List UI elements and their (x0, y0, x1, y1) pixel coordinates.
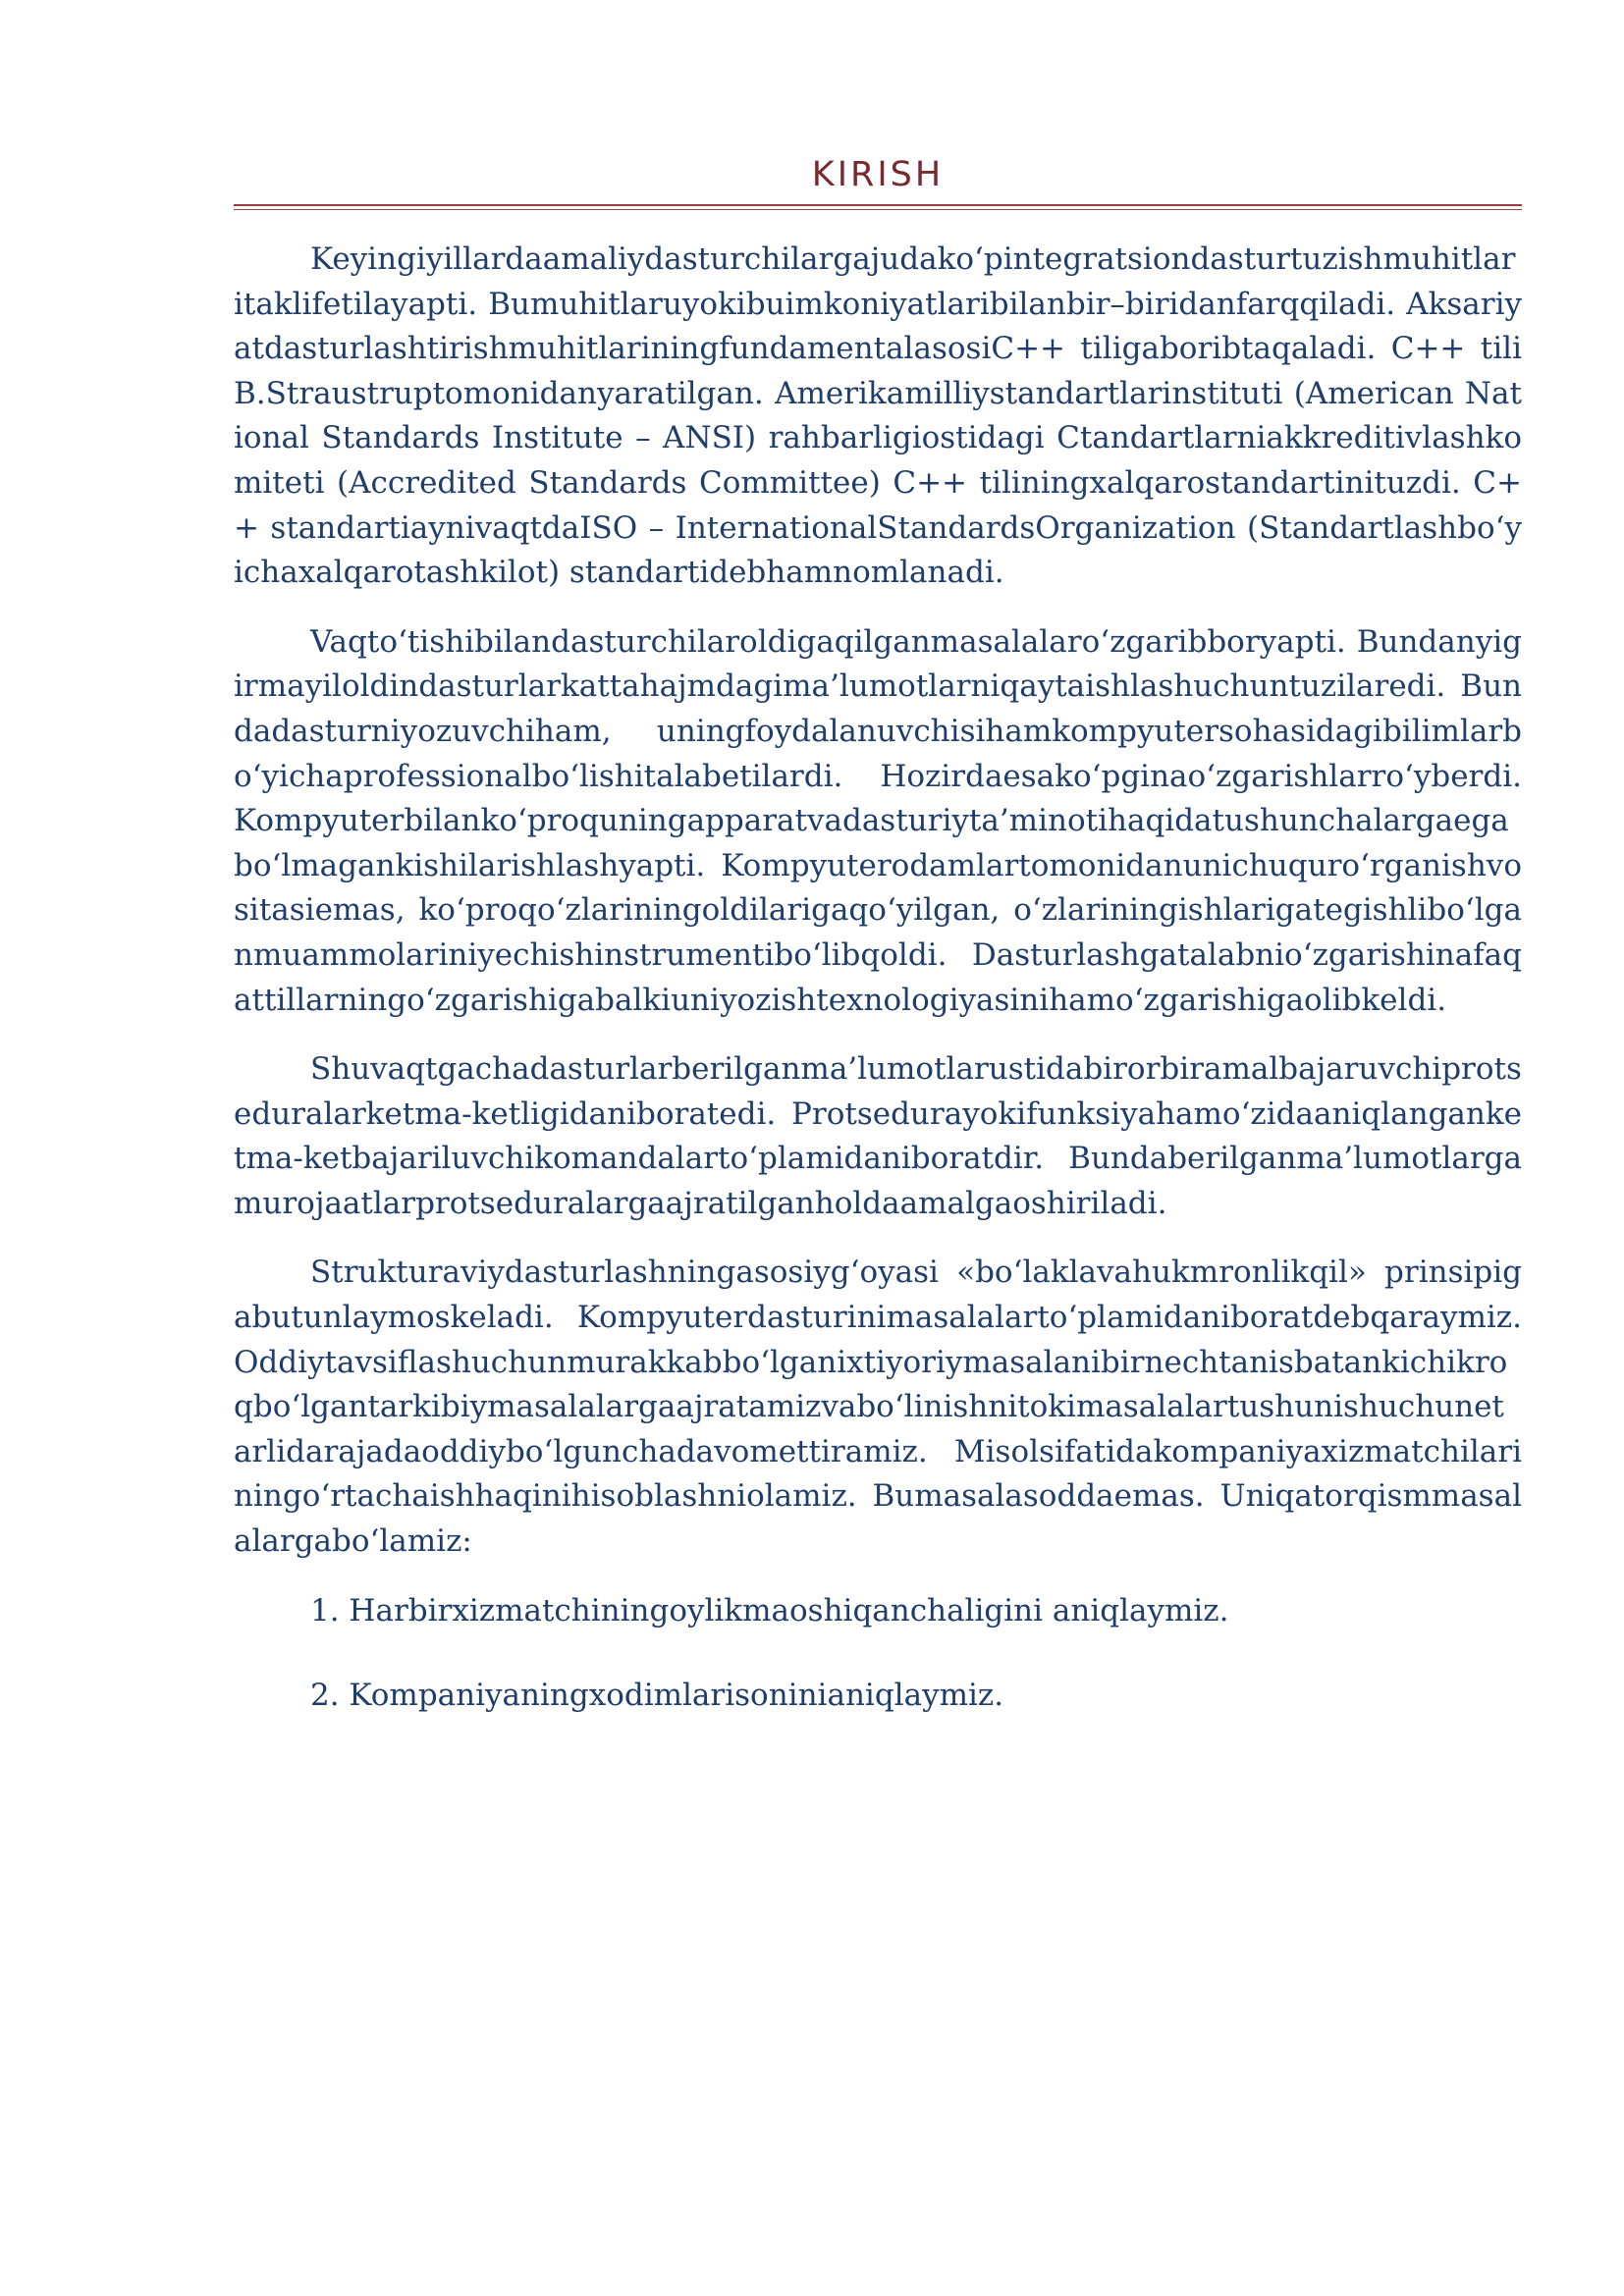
document-page (234, 155, 1522, 1759)
paragraph-3: Shuvaqtgachadasturlarberilganma’lumotlarustidabirorbiramalbajaruvchiprotseduralarketma-ketligidaniboratedi. Protsedurayokifunksiyahamo‘zidaaniqlanganketma-ketbajariluvchikomandalarto‘plamidaniboratdir. Bundaberilganma’lumotlargamurojaatlarprotseduralargaajratilganholdaamalgaoshiriladi. (234, 1051, 1522, 1221)
body-text (234, 238, 1522, 1719)
paragraph-1: Keyingiyillardaamaliydasturchilargajudako‘pintegratsiondasturtuzishmuhitlaritaklifetilayapti. Bumuhitlaruyokibuimkoniyatlaribilanbir–biridanfarqqiladi. AksariyatdasturlashtirishmuhitlariningfundamentalasosiC++ tiligaboribtaqaladi. C++ tiliB.Straustruptomonidanyaratilgan. Amerikamilliystandartlarinstituti (American National Standards Institute – ANSI) rahbarligiostidagi Ctandartlarniakkreditivlashkomiteti (Accredited Standards Committee) C++ tiliningxalqarostandartinituzdi. C++ standartiaynivaqtdaISO – InternationalStandardsOrganization (Standartlashbo‘yichaxalqarotashkilot) standartidebhamnomlanadi. (234, 241, 1522, 591)
list-item-1: 1. Harbirxizmatchiningoylikmaoshiqanchaligini aniqlaymiz. (310, 1592, 1229, 1629)
list-item-2: 2. Kompaniyaningxodimlarisoninianiqlaymiz. (310, 1678, 1004, 1714)
paragraph-2: Vaqto‘tishibilandasturchilaroldigaqilganmasalalaro‘zgaribboryapti. Bundanyigirmayiloldindasturlarkattahajmdagima’lumotlarniqaytaishlashuchuntuzilaredi. Bundadasturniyozuvchiham, uningfoydalanuvchisihamkompyutersohasidagibilimlarbo‘yichaprofessionalbo‘lishitalabetilardi. Hozirdaesako‘pginao‘zgarishlarro‘yberdi. Kompyuterbilanko‘proquningapparatvadasturiyta’minotihaqidatushunchalargaegabo‘lmagankishilarishlashyapti. Kompyuterodamlartomonidanunichuqurо‘rganishvositasiemas, ko‘proqo‘zlariningoldilarigaqo‘yilgan, o‘zlariningishlarigategishlibo‘lganmuammolariniyechishinstrumentibo‘libqoldi. Dasturlashgatalabnio‘zgarishinafaqattillarningo‘zgarishigabalkiuniyozishtexnologiyasinihamo‘zgarishigaolibkeldi. (234, 623, 1522, 1018)
page-title: KIRISH (811, 155, 945, 194)
title-underline (234, 204, 1522, 206)
title-underline-thin (234, 209, 1522, 210)
paragraph-4: Strukturaviydasturlashningasosiyg‘oyasi «bo‘laklavahukmronlikqil» prinsipigabutunlaymoskeladi. Kompyuterdasturinimasalalarto‘plamidaniboratdebqaraymiz. Oddiytavsiflashuchunmurakkabbo‘lganixtiyoriymasalanibirnechtanisbatankichikroqbo‘lgantarkibiymasalalargaajratamizvabo‘linishnitokimasalalartushunishuchunetarlidarajadaoddiybo‘lgunchadavomettiramiz. Misolsifatidakompaniyaxizmatchilariningo‘rtachaishhaqinihisoblashniolamiz. Bumasalasoddaemas. Uniqatorqismmasalalargabo‘lamiz: (234, 1255, 1522, 1560)
